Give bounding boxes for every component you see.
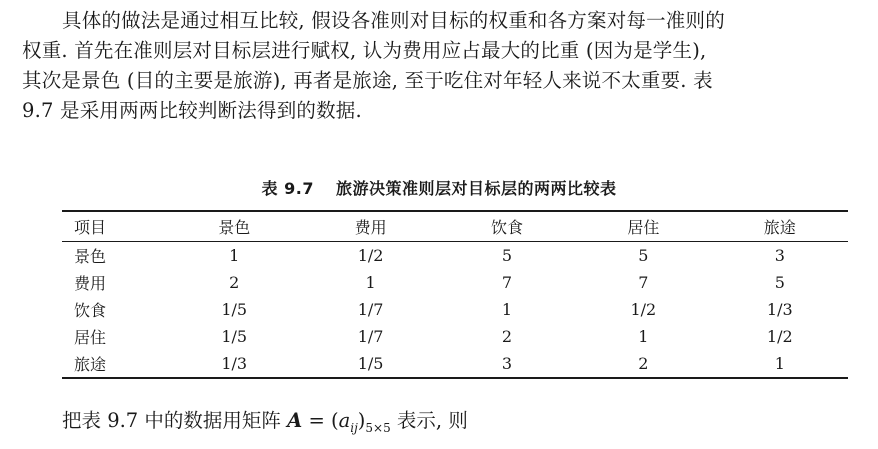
matrix-symbol: A <box>287 409 303 432</box>
table-cell: 1/5 <box>221 327 248 346</box>
statement-suffix: 表示, 则 <box>390 409 468 432</box>
paragraph-line: 具体的做法是通过相互比较, 假设各准则对目标的权重和各方案对每一准则的 <box>62 9 725 32</box>
equals-sign: = ( <box>302 409 339 432</box>
header-cell-food: 饮食 <box>490 218 523 237</box>
matrix-statement <box>62 406 468 443</box>
paragraph-line: 9.7 是采用两两比较判断法得到的数据. <box>22 99 362 122</box>
body-paragraph <box>22 6 857 126</box>
row-label: 景色 <box>74 247 107 266</box>
table-cell: 2 <box>229 273 240 292</box>
size-subscript: 5×5 <box>365 420 391 435</box>
table-cell: 3 <box>774 246 785 265</box>
table-cell: 1/2 <box>630 300 657 319</box>
table-cell: 1/2 <box>357 246 384 265</box>
header-cell-item: 项目 <box>74 218 107 237</box>
table-cell: 1 <box>638 327 649 346</box>
table-cell: 5 <box>501 246 513 265</box>
table-cell: 1/5 <box>357 354 384 373</box>
table-cell: 1/3 <box>766 300 793 319</box>
table-cell: 5 <box>774 273 785 292</box>
table-cell: 1/3 <box>221 354 248 373</box>
table-cell: 1/7 <box>357 300 384 319</box>
header-cell-lodging: 居住 <box>627 218 660 237</box>
table-caption-title: 旅游决策准则层对目标层的两两比较表 <box>335 179 617 198</box>
row-label: 旅途 <box>74 355 107 374</box>
row-label: 费用 <box>74 274 107 293</box>
table-cell: 1 <box>501 300 513 319</box>
paragraph-line: 权重. 首先在准则层对目标层进行赋权, 认为费用应占最大的比重 (因为是学生), <box>22 39 707 62</box>
table-cell: 1/7 <box>357 327 384 346</box>
header-cell-cost: 费用 <box>354 218 387 237</box>
matrix-expression <box>287 409 391 435</box>
row-label: 居住 <box>74 328 107 347</box>
header-cell-scenery: 景色 <box>218 218 251 237</box>
table-cell: 1/2 <box>766 327 793 346</box>
table-row <box>62 350 848 378</box>
element-subscript: ij <box>350 420 358 435</box>
table-cell: 2 <box>501 327 513 346</box>
table-caption-number: 表 9.7 <box>261 179 314 198</box>
table-caption <box>0 176 878 199</box>
table-cell: 7 <box>501 273 513 292</box>
table-row <box>62 269 848 296</box>
table-header-row <box>62 211 848 242</box>
table-cell: 1 <box>365 273 376 292</box>
table-cell: 1/5 <box>221 300 248 319</box>
matrix-element: a <box>338 409 351 432</box>
statement-prefix: 把表 9.7 中的数据用矩阵 <box>62 409 288 432</box>
table-cell: 5 <box>638 246 649 265</box>
table-cell: 2 <box>638 354 649 373</box>
table-row <box>62 296 848 323</box>
row-label: 饮食 <box>74 301 107 320</box>
comparison-table-wrapper <box>62 210 848 379</box>
table-cell: 1 <box>229 246 240 265</box>
comparison-table <box>62 210 848 379</box>
table-row <box>62 242 848 270</box>
table-cell: 3 <box>501 354 513 373</box>
table-cell: 7 <box>638 273 649 292</box>
table-row <box>62 323 848 350</box>
paragraph-line: 其次是景色 (目的主要是旅游), 再者是旅途, 至于吃住对年轻人来说不太重要. 表 <box>22 69 713 92</box>
table-cell: 1 <box>774 354 785 373</box>
close-paren: ) <box>357 409 366 432</box>
header-cell-travel: 旅途 <box>763 218 796 237</box>
